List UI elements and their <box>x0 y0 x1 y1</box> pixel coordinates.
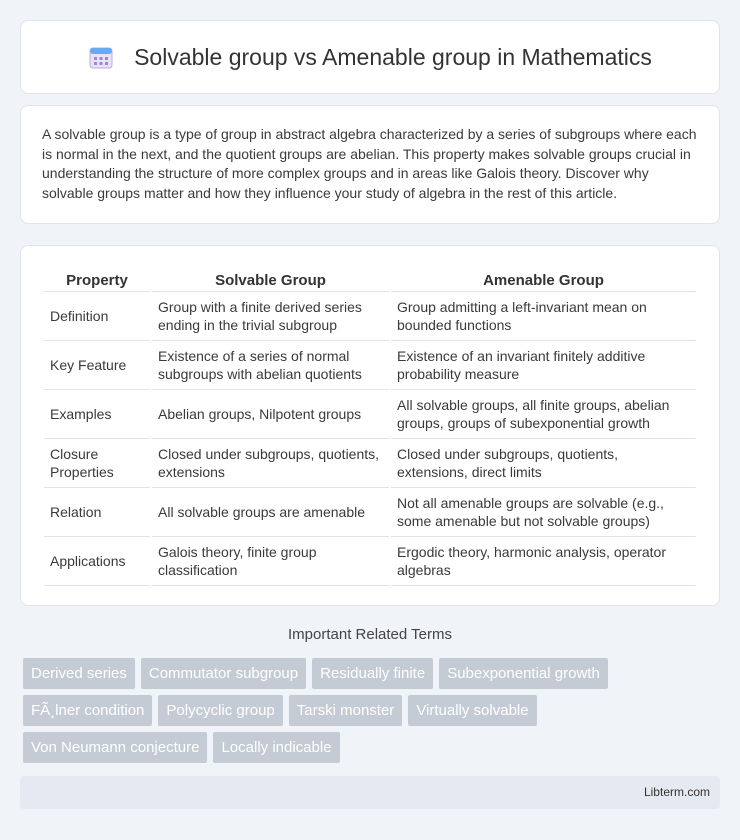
table-row <box>44 488 696 537</box>
property-cell: Applications <box>44 537 150 586</box>
related-terms-heading: Important Related Terms <box>288 626 452 643</box>
property-cell: Key Feature <box>44 341 150 390</box>
tag-subexponential-growth[interactable]: Subexponential growth <box>439 658 608 689</box>
comparison-table <box>42 266 698 586</box>
solvable-cell: Galois theory, finite group classification <box>152 537 389 586</box>
solvable-cell: All solvable groups are amenable <box>152 488 389 537</box>
column-header-property: Property <box>44 266 150 292</box>
comparison-card <box>20 245 720 606</box>
column-header-amenable: Amenable Group <box>391 266 696 292</box>
table-row <box>44 341 696 390</box>
calendar-icon <box>88 44 114 70</box>
table-row <box>44 390 696 439</box>
tag-row <box>23 732 723 763</box>
tag-commutator-subgroup[interactable]: Commutator subgroup <box>141 658 306 689</box>
solvable-cell: Existence of a series of normal subgroups with abelian quotients <box>152 341 389 390</box>
tag-virtually-solvable[interactable]: Virtually solvable <box>408 695 536 726</box>
property-cell: Closure Properties <box>44 439 150 488</box>
header-card <box>20 20 720 94</box>
tag-von-neumann-conjecture[interactable]: Von Neumann conjecture <box>23 732 207 763</box>
solvable-cell: Group with a finite derived series ending in the trivial subgroup <box>152 292 389 341</box>
property-cell: Definition <box>44 292 150 341</box>
tag-tarski-monster[interactable]: Tarski monster <box>289 695 403 726</box>
property-cell: Examples <box>44 390 150 439</box>
table-header-row <box>44 266 696 292</box>
table-row <box>44 292 696 341</box>
amenable-cell: All solvable groups, all finite groups, abelian groups, groups of subexponential growth <box>391 390 696 439</box>
related-terms-list <box>23 658 723 769</box>
footer-site-link[interactable]: Libterm.com <box>643 785 710 799</box>
tag-row <box>23 695 723 726</box>
tag-folner-condition[interactable]: FÃ¸lner condition <box>23 695 152 726</box>
amenable-cell: Existence of an invariant finitely additive probability measure <box>391 341 696 390</box>
tag-row <box>23 658 723 689</box>
tag-derived-series[interactable]: Derived series <box>23 658 135 689</box>
footer <box>20 776 720 809</box>
tag-residually-finite[interactable]: Residually finite <box>312 658 433 689</box>
table-row <box>44 439 696 488</box>
page-title: Solvable group vs Amenable group in Mathematics <box>134 43 652 70</box>
amenable-cell: Closed under subgroups, quotients, extensions, direct limits <box>391 439 696 488</box>
intro-text: A solvable group is a type of group in abstract algebra characterized by a series of subgroups where each is normal in the next, and the quotient groups are abelian. This property makes solvable groups crucial in understanding the structure of more complex groups and in areas like Galois theory. Discover why solvable groups matter and how they influence your study of algebra in the rest of this article. <box>42 126 697 201</box>
amenable-cell: Not all amenable groups are solvable (e.g., some amenable but not solvable groups) <box>391 488 696 537</box>
solvable-cell: Closed under subgroups, quotients, extensions <box>152 439 389 488</box>
table-row <box>44 537 696 586</box>
amenable-cell: Group admitting a left-invariant mean on bounded functions <box>391 292 696 341</box>
solvable-cell: Abelian groups, Nilpotent groups <box>152 390 389 439</box>
tag-polycyclic-group[interactable]: Polycyclic group <box>158 695 282 726</box>
tag-locally-indicable[interactable]: Locally indicable <box>213 732 339 763</box>
amenable-cell: Ergodic theory, harmonic analysis, operator algebras <box>391 537 696 586</box>
property-cell: Relation <box>44 488 150 537</box>
column-header-solvable: Solvable Group <box>152 266 389 292</box>
intro-card <box>20 105 720 224</box>
